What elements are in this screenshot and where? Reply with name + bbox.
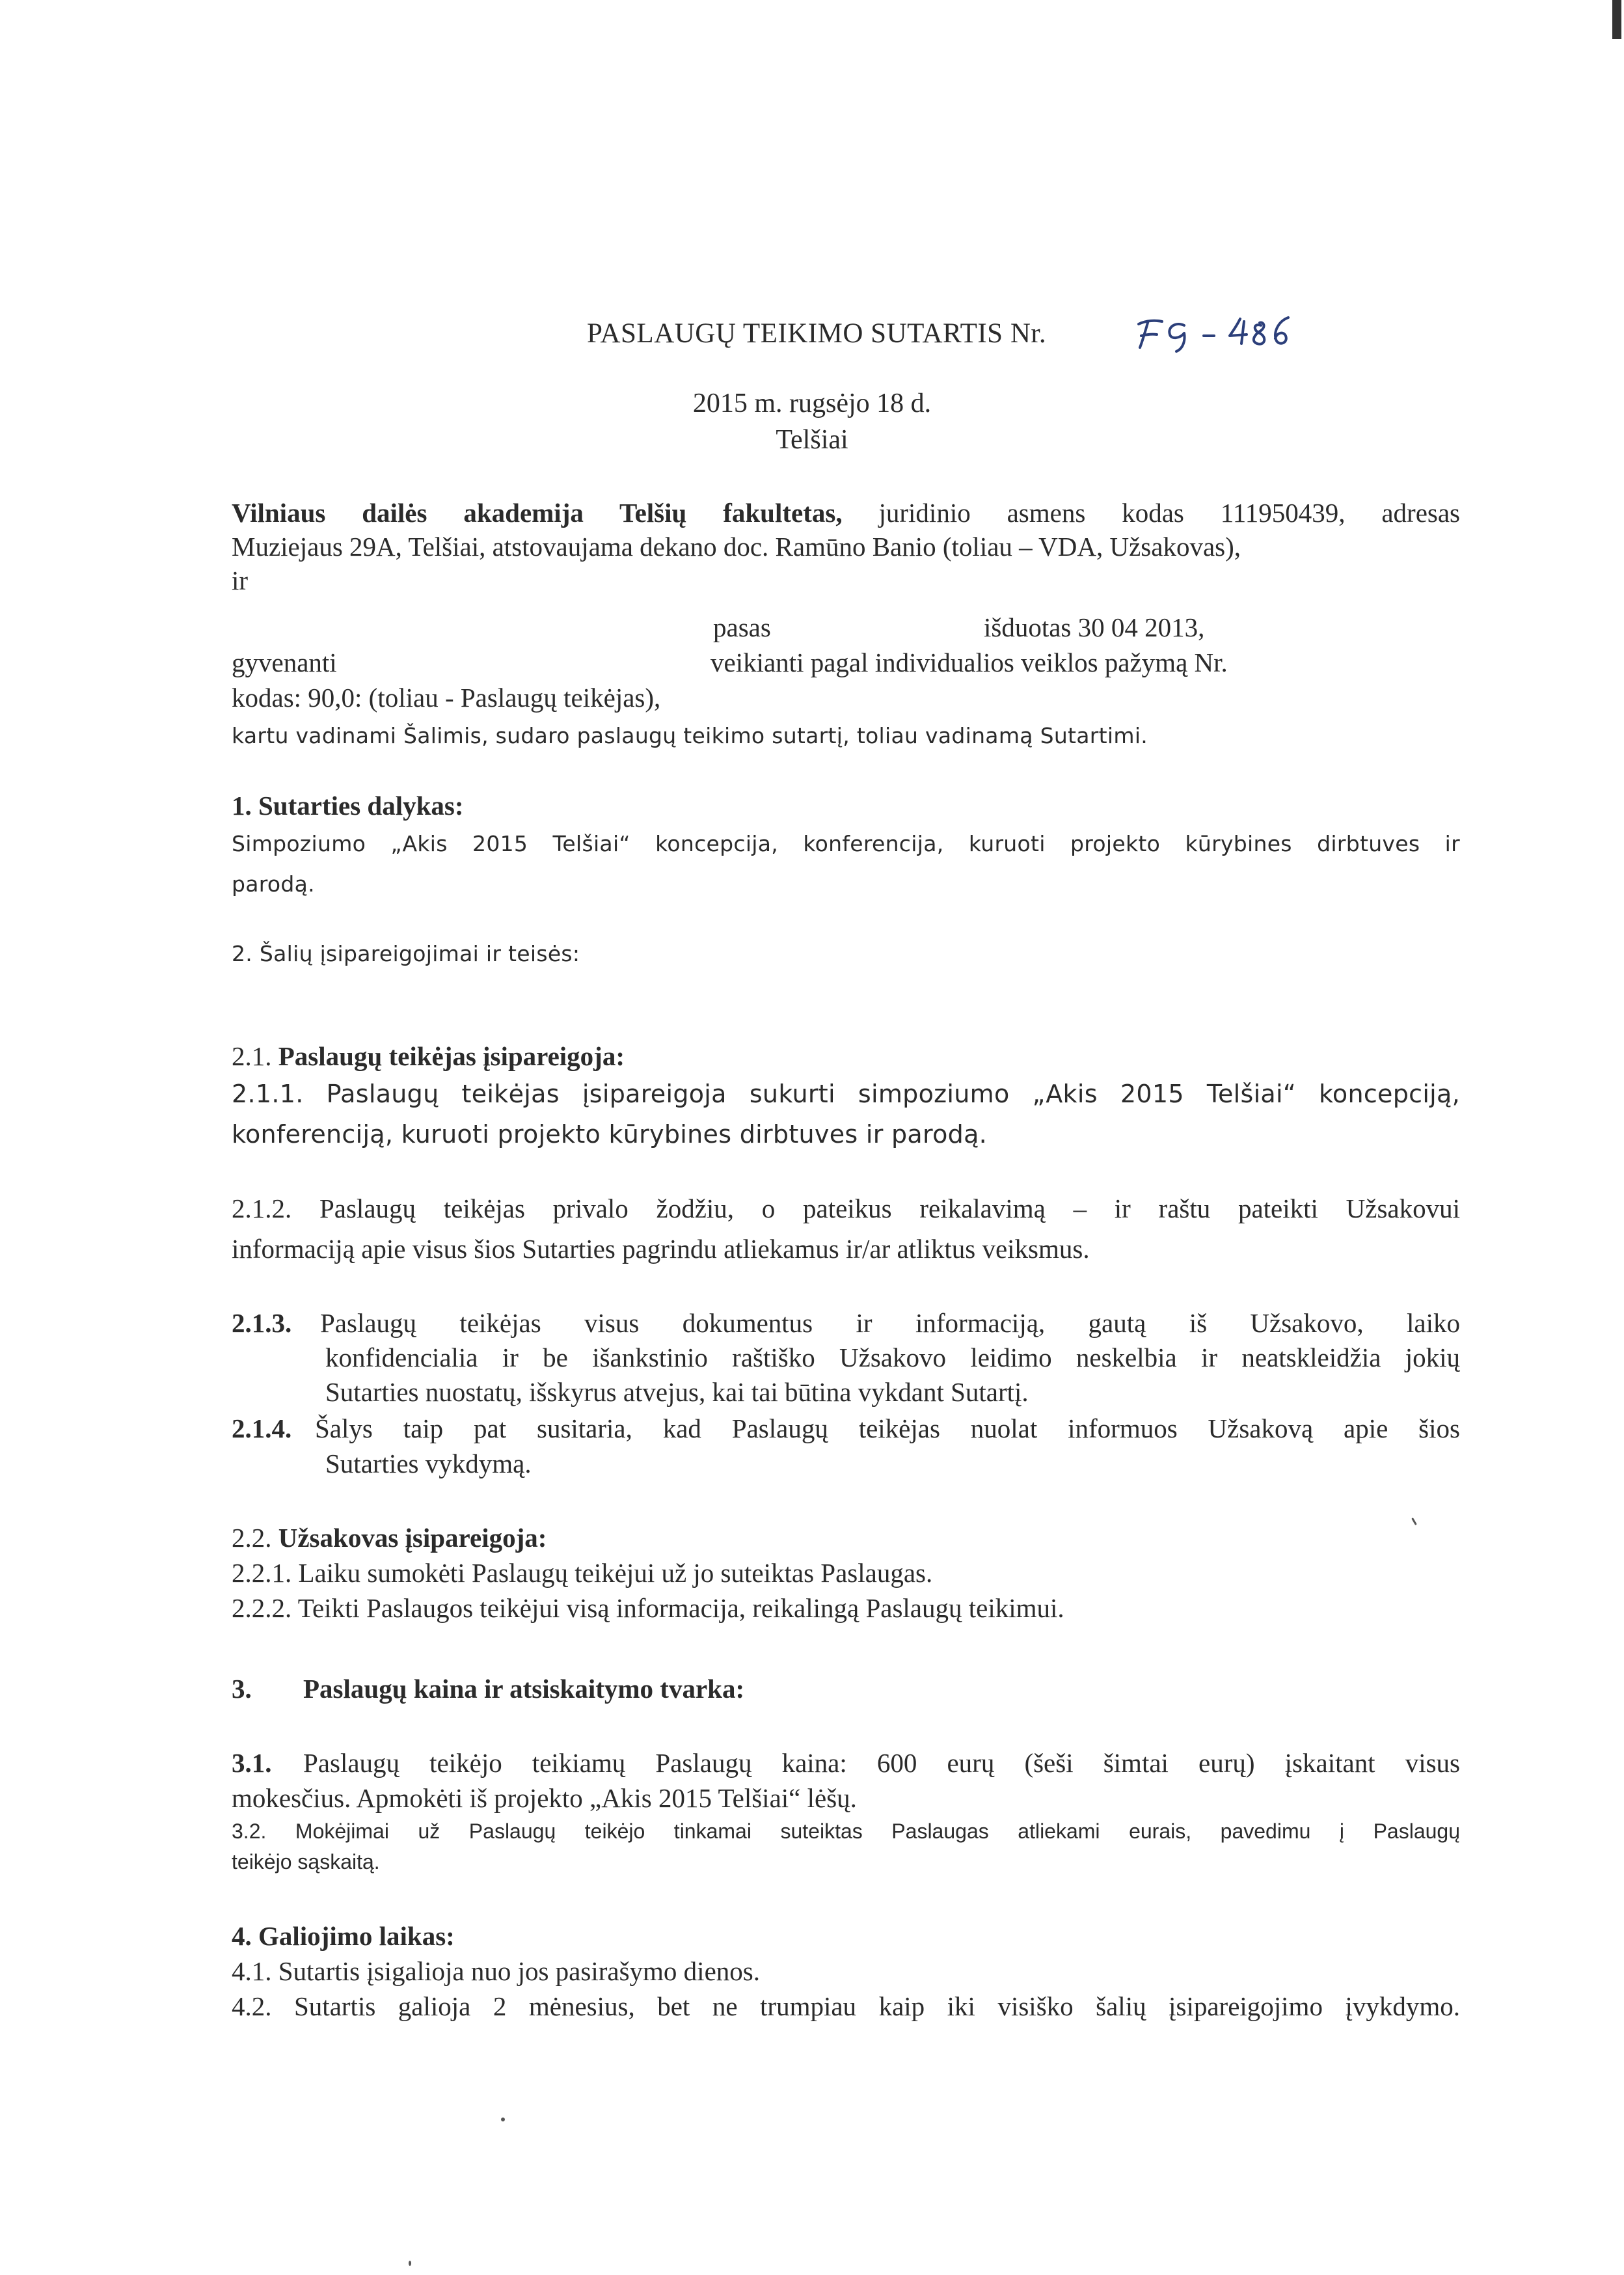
section-3-heading: Paslaugų kaina ir atsiskaitymo tvarka: (303, 1674, 745, 1704)
subsection-2-2-heading: 2.2. Užsakovas įsipareigoja: (232, 1523, 547, 1553)
clause-2-1-2-line-1: 2.1.2. Paslaugų teikėjas privalo žodžiu, o pateikus reikalavimą – ir raštu pateikti Užsakovui (232, 1193, 1460, 1223)
faculty-name: Vilniaus dailės akademija Telšių fakultetas, (232, 498, 843, 528)
individual-activity: veikianti pagal individualios veiklos pažymą Nr. (710, 647, 1228, 677)
parties-line-2: Muziejaus 29A, Telšiai, atstovaujama dekano doc. Ramūno Banio (toliau – VDA, Užsakovas), (232, 532, 1241, 562)
clause-2-1-1-line-1: 2.1.1. Paslaugų teikėjas įsipareigoja sukurti simpoziumo „Akis 2015 Telšiai“ koncepciją, (232, 1080, 1460, 1108)
clause-2-1-3-line-1: Paslaugų teikėjas visus dokumentus ir informaciją, gautą iš Užsakovo, laiko (320, 1308, 1460, 1338)
parties-line-1: Vilniaus dailės akademija Telšių fakultetas, juridinio asmens kodas 111950439, adresas (232, 498, 1461, 528)
scan-speck (1612, 0, 1621, 39)
section-3-number: 3. (232, 1674, 252, 1704)
clause-3-1-line-1: Paslaugų teikėjo teikiamų Paslaugų kaina: 600 eurų (šeši šimtai eurų) įskaitant visus (303, 1748, 1460, 1778)
parties-summary: kartu vadinami Šalimis, sudaro paslaugų teikimo sutartį, toliau vadinamą Sutartimi. (232, 723, 1148, 748)
activity-code: kodas: 90,0: (toliau - Paslaugų teikėjas), (232, 683, 661, 713)
section-1-line-1: Simpoziumo „Akis 2015 Telšiai“ koncepcija, konferencija, kuruoti projekto kūrybines dirbtuves ir (232, 831, 1460, 856)
clause-2-2-1: 2.2.1. Laiku sumokėti Paslaugų teikėjui už jo suteiktas Paslaugas. (232, 1558, 933, 1588)
clause-2-2-2: 2.2.2. Teikti Paslaugos teikėjui visą informacija, reikalingą Paslaugų teikimui. (232, 1593, 1064, 1623)
clause-3-2-line-1: 3.2. Mokėjimai už Paslaugų teikėjo tinkamai suteiktas Paslaugas atliekami eurais, pavedimu į Paslaugų (232, 1819, 1460, 1843)
clause-2-1-4-line-1: Šalys taip pat susitaria, kad Paslaugų teikėjas nuolat informuos Užsakovą apie šios (315, 1413, 1460, 1443)
section-4-heading: 4. Galiojimo laikas: (232, 1921, 455, 1951)
clause-3-1-line-2: mokesčius. Apmokėti iš projekto „Akis 2015 Telšiai“ lėšų. (232, 1783, 857, 1813)
clause-2-1-3-number: 2.1.3. (232, 1308, 292, 1338)
clause-2-1-4-line-2: Sutarties vykdymą. (325, 1449, 532, 1478)
document-title: PASLAUGŲ TEIKIMO SUTARTIS Nr. (587, 318, 1047, 349)
handwritten-contract-number (1133, 311, 1303, 357)
subsection-2-1-heading: 2.1. Paslaugų teikėjas įsipareigoja: (232, 1041, 625, 1071)
clause-3-2-line-2: teikėjo sąskaitą. (232, 1850, 380, 1873)
passport-label: pasas (713, 612, 771, 642)
clause-2-1-4-number: 2.1.4. (232, 1413, 292, 1443)
contract-city: Telšiai (776, 425, 848, 455)
parties-line-3: ir (232, 565, 249, 595)
clause-4-2: 4.2. Sutartis galioja 2 mėnesius, bet ne trumpiau kaip iki visiško šalių įsipareigojimo įvykdymo. (232, 1991, 1460, 2021)
clause-2-1-3-line-3: Sutarties nuostatų, išskyrus atvejus, kai tai būtina vykdant Sutartį. (325, 1377, 1029, 1407)
clause-2-1-2-line-2: informaciją apie visus šios Sutarties pagrindu atliekamus ir/ar atliktus veiksmus. (232, 1234, 1090, 1264)
clause-3-1-number: 3.1. (232, 1748, 272, 1778)
clause-2-1-3-line-2: konfidencialia ir be išankstinio raštiško Užsakovo leidimo neskelbia ir neatskleidžia jokių (325, 1342, 1460, 1372)
scan-speck (409, 2261, 411, 2266)
section-1-heading: 1. Sutarties dalykas: (232, 791, 464, 821)
passport-issued: išduotas 30 04 2013, (984, 612, 1205, 642)
residence-label: gyvenanti (232, 647, 337, 677)
contract-date: 2015 m. rugsėjo 18 d. (692, 388, 932, 418)
section-2-heading: 2. Šalių įsipareigojimai ir teisės: (232, 941, 580, 966)
clause-4-1: 4.1. Sutartis įsigalioja nuo jos pasirašymo dienos. (232, 1956, 760, 1986)
scan-speck (501, 2118, 505, 2121)
scan-speck (1411, 1518, 1417, 1525)
clause-2-1-1-line-2: konferenciją, kuruoti projekto kūrybines dirbtuves ir parodą. (232, 1120, 988, 1149)
section-1-line-2: parodą. (232, 871, 315, 897)
